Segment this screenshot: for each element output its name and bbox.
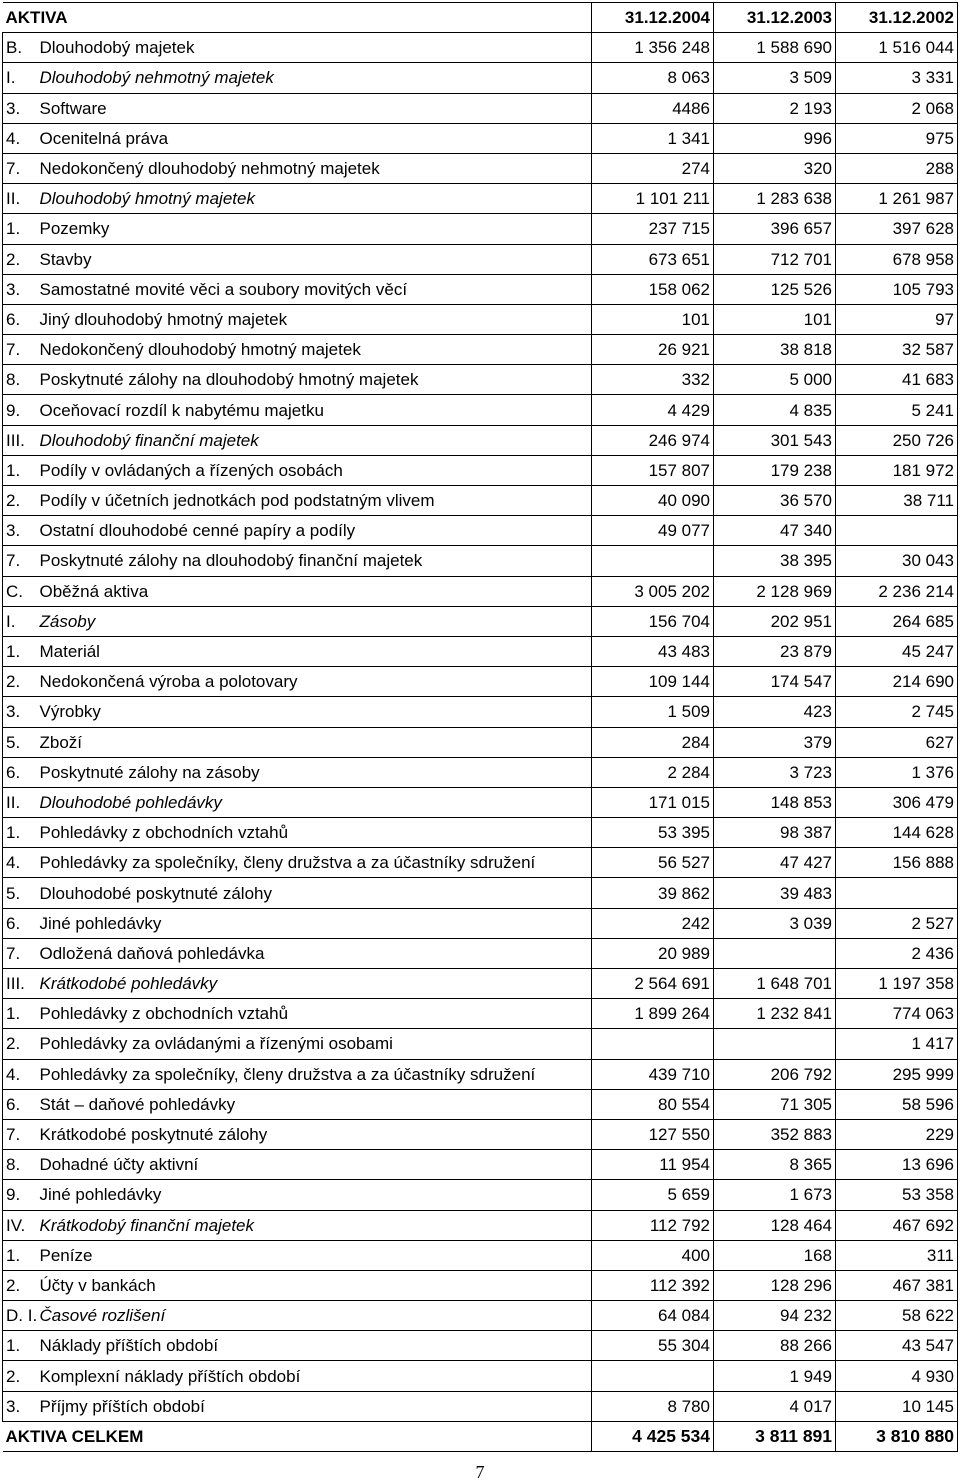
table-row — [3, 727, 958, 757]
row-label: Dlouhodobý majetek — [38, 33, 592, 63]
row-index: 6. — [3, 757, 38, 787]
table-row — [3, 878, 958, 908]
row-value-2004: 53 395 — [592, 818, 714, 848]
row-value-2003: 98 387 — [714, 818, 836, 848]
row-label: Výrobky — [38, 697, 592, 727]
row-value-2004: 4 429 — [592, 395, 714, 425]
row-index: II. — [3, 787, 38, 817]
row-value-2004: 40 090 — [592, 486, 714, 516]
row-index: 4. — [3, 1059, 38, 1089]
row-label: Pohledávky za společníky, členy družstva a za účastníky sdružení — [38, 848, 592, 878]
row-index: 9. — [3, 395, 38, 425]
row-label: Jiné pohledávky — [38, 1180, 592, 1210]
row-value-2004: 109 144 — [592, 667, 714, 697]
row-value-2004: 1 101 211 — [592, 184, 714, 214]
row-index: 8. — [3, 365, 38, 395]
row-label: Jiné pohledávky — [38, 908, 592, 938]
row-value-2004: 400 — [592, 1240, 714, 1270]
row-label: Pohledávky z obchodních vztahů — [38, 999, 592, 1029]
row-label: Stát – daňové pohledávky — [38, 1089, 592, 1119]
row-value-2004: 11 954 — [592, 1150, 714, 1180]
row-value-2002: 311 — [836, 1240, 958, 1270]
row-value-2002: 2 236 214 — [836, 576, 958, 606]
table-row — [3, 335, 958, 365]
row-value-2003 — [714, 1029, 836, 1059]
row-value-2003: 47 427 — [714, 848, 836, 878]
row-value-2004: 274 — [592, 153, 714, 183]
row-value-2003: 36 570 — [714, 486, 836, 516]
table-row — [3, 365, 958, 395]
row-value-2002: 38 711 — [836, 486, 958, 516]
row-value-2002: 1 261 987 — [836, 184, 958, 214]
row-value-2003: 2 128 969 — [714, 576, 836, 606]
row-value-2003: 38 395 — [714, 546, 836, 576]
row-index: I. — [3, 606, 38, 636]
row-value-2004: 64 084 — [592, 1301, 714, 1331]
row-value-2004 — [592, 1361, 714, 1391]
row-value-2002: 264 685 — [836, 606, 958, 636]
row-value-2003: 1 232 841 — [714, 999, 836, 1029]
row-label: Dlouhodobý hmotný majetek — [38, 184, 592, 214]
row-value-2002: 97 — [836, 304, 958, 334]
row-value-2004: 332 — [592, 365, 714, 395]
row-value-2002: 229 — [836, 1119, 958, 1149]
row-value-2002: 1 197 358 — [836, 969, 958, 999]
table-row — [3, 757, 958, 787]
row-value-2004: 171 015 — [592, 787, 714, 817]
row-value-2004: 237 715 — [592, 214, 714, 244]
row-index: 6. — [3, 908, 38, 938]
row-label: Dlouhodobý nehmotný majetek — [38, 63, 592, 93]
row-index: 7. — [3, 153, 38, 183]
row-value-2002: 13 696 — [836, 1150, 958, 1180]
table-row — [3, 1270, 958, 1300]
row-label: Zboží — [38, 727, 592, 757]
table-row — [3, 1210, 958, 1240]
row-label: Oceňovací rozdíl k nabytému majetku — [38, 395, 592, 425]
row-value-2004 — [592, 546, 714, 576]
row-index: 6. — [3, 1089, 38, 1119]
table-row — [3, 1361, 958, 1391]
row-label: Krátkodobé poskytnuté zálohy — [38, 1119, 592, 1149]
row-index: 2. — [3, 1361, 38, 1391]
row-value-2003: 101 — [714, 304, 836, 334]
row-label: Krátkodobé pohledávky — [38, 969, 592, 999]
table-row — [3, 1240, 958, 1270]
table-row — [3, 395, 958, 425]
row-index: 5. — [3, 878, 38, 908]
header-year-2002: 31.12.2002 — [836, 3, 958, 33]
row-value-2003: 712 701 — [714, 244, 836, 274]
row-value-2003: 88 266 — [714, 1331, 836, 1361]
row-value-2004: 3 005 202 — [592, 576, 714, 606]
row-value-2004 — [592, 1029, 714, 1059]
row-value-2004: 156 704 — [592, 606, 714, 636]
row-value-2004: 101 — [592, 304, 714, 334]
row-value-2004: 673 651 — [592, 244, 714, 274]
row-index: III. — [3, 969, 38, 999]
row-index: IV. — [3, 1210, 38, 1240]
row-value-2003: 423 — [714, 697, 836, 727]
row-value-2004: 43 483 — [592, 636, 714, 666]
row-value-2004: 127 550 — [592, 1119, 714, 1149]
row-index: 9. — [3, 1180, 38, 1210]
row-value-2002: 5 241 — [836, 395, 958, 425]
row-value-2004: 112 392 — [592, 1270, 714, 1300]
row-value-2004: 1 356 248 — [592, 33, 714, 63]
row-index: 3. — [3, 274, 38, 304]
table-row — [3, 486, 958, 516]
row-value-2002: 53 358 — [836, 1180, 958, 1210]
row-value-2004: 1 341 — [592, 123, 714, 153]
table-row — [3, 1391, 958, 1421]
row-index: 4. — [3, 848, 38, 878]
table-row — [3, 667, 958, 697]
row-value-2003: 1 283 638 — [714, 184, 836, 214]
table-row — [3, 93, 958, 123]
row-label: Ostatní dlouhodobé cenné papíry a podíly — [38, 516, 592, 546]
row-value-2002: 2 436 — [836, 938, 958, 968]
row-value-2002: 58 622 — [836, 1301, 958, 1331]
row-value-2003: 3 039 — [714, 908, 836, 938]
row-index: 7. — [3, 1119, 38, 1149]
table-row — [3, 425, 958, 455]
row-value-2004: 49 077 — [592, 516, 714, 546]
table-row — [3, 999, 958, 1029]
balance-sheet-body — [3, 3, 958, 1452]
row-label: Podíly v ovládaných a řízených osobách — [38, 455, 592, 485]
total-label: AKTIVA CELKEM — [3, 1421, 592, 1451]
row-value-2002: 1 417 — [836, 1029, 958, 1059]
row-index: 1. — [3, 1331, 38, 1361]
row-value-2002: 2 068 — [836, 93, 958, 123]
table-row — [3, 63, 958, 93]
table-row — [3, 214, 958, 244]
row-index: 2. — [3, 1029, 38, 1059]
row-value-2002: 214 690 — [836, 667, 958, 697]
row-value-2002: 397 628 — [836, 214, 958, 244]
row-value-2002: 975 — [836, 123, 958, 153]
table-row — [3, 818, 958, 848]
row-index: 2. — [3, 1270, 38, 1300]
row-label: Dohadné účty aktivní — [38, 1150, 592, 1180]
row-label: Stavby — [38, 244, 592, 274]
row-value-2003: 94 232 — [714, 1301, 836, 1331]
row-value-2004: 5 659 — [592, 1180, 714, 1210]
row-label: Dlouhodobé poskytnuté zálohy — [38, 878, 592, 908]
row-index: 1. — [3, 999, 38, 1029]
table-row — [3, 1029, 958, 1059]
row-label: Krátkodobý finanční majetek — [38, 1210, 592, 1240]
row-value-2004: 439 710 — [592, 1059, 714, 1089]
row-label: Poskytnuté zálohy na zásoby — [38, 757, 592, 787]
row-index: II. — [3, 184, 38, 214]
row-label: Odložená daňová pohledávka — [38, 938, 592, 968]
row-value-2004: 246 974 — [592, 425, 714, 455]
row-index: 2. — [3, 244, 38, 274]
row-value-2003: 301 543 — [714, 425, 836, 455]
row-value-2004: 2 564 691 — [592, 969, 714, 999]
row-index: 7. — [3, 546, 38, 576]
row-index: 3. — [3, 93, 38, 123]
row-label: Pohledávky z obchodních vztahů — [38, 818, 592, 848]
row-index: 3. — [3, 1391, 38, 1421]
table-row — [3, 1119, 958, 1149]
row-value-2002: 627 — [836, 727, 958, 757]
row-value-2003: 8 365 — [714, 1150, 836, 1180]
table-row — [3, 244, 958, 274]
row-value-2003: 202 951 — [714, 606, 836, 636]
row-label: Komplexní náklady příštích období — [38, 1361, 592, 1391]
row-value-2002: 10 145 — [836, 1391, 958, 1421]
row-index: C. — [3, 576, 38, 606]
row-value-2002: 45 247 — [836, 636, 958, 666]
row-value-2004: 242 — [592, 908, 714, 938]
header-row — [3, 3, 958, 33]
row-label: Nedokončený dlouhodobý nehmotný majetek — [38, 153, 592, 183]
row-index: 1. — [3, 1240, 38, 1270]
page-number: 7 — [475, 1462, 485, 1482]
row-value-2003: 3 509 — [714, 63, 836, 93]
row-value-2002: 181 972 — [836, 455, 958, 485]
row-label: Oběžná aktiva — [38, 576, 592, 606]
row-value-2003: 128 296 — [714, 1270, 836, 1300]
row-label: Materiál — [38, 636, 592, 666]
row-value-2003: 5 000 — [714, 365, 836, 395]
table-row — [3, 274, 958, 304]
row-label: Ocenitelná práva — [38, 123, 592, 153]
row-value-2004: 4486 — [592, 93, 714, 123]
row-value-2002: 2 745 — [836, 697, 958, 727]
header-year-2004: 31.12.2004 — [592, 3, 714, 33]
table-row — [3, 606, 958, 636]
row-index: 1. — [3, 455, 38, 485]
row-value-2003: 148 853 — [714, 787, 836, 817]
table-row — [3, 938, 958, 968]
row-value-2004: 39 862 — [592, 878, 714, 908]
row-label: Časové rozlišení — [38, 1301, 592, 1331]
row-value-2003: 47 340 — [714, 516, 836, 546]
row-label: Pohledávky za ovládanými a řízenými osobami — [38, 1029, 592, 1059]
header-year-2003: 31.12.2003 — [714, 3, 836, 33]
row-label: Peníze — [38, 1240, 592, 1270]
row-index: 8. — [3, 1150, 38, 1180]
table-row — [3, 576, 958, 606]
row-value-2003: 71 305 — [714, 1089, 836, 1119]
table-row — [3, 184, 958, 214]
row-index: 6. — [3, 304, 38, 334]
row-value-2003: 1 648 701 — [714, 969, 836, 999]
row-value-2003: 320 — [714, 153, 836, 183]
row-index: 2. — [3, 667, 38, 697]
row-value-2003: 206 792 — [714, 1059, 836, 1089]
row-label: Software — [38, 93, 592, 123]
row-value-2003: 352 883 — [714, 1119, 836, 1149]
row-index: 2. — [3, 486, 38, 516]
row-value-2002: 1 376 — [836, 757, 958, 787]
row-label: Pohledávky za společníky, členy družstva a za účastníky sdružení — [38, 1059, 592, 1089]
row-value-2002: 58 596 — [836, 1089, 958, 1119]
total-value-2003: 3 811 891 — [714, 1421, 836, 1451]
row-value-2004: 26 921 — [592, 335, 714, 365]
row-label: Dlouhodobé pohledávky — [38, 787, 592, 817]
table-row — [3, 848, 958, 878]
row-index: 4. — [3, 123, 38, 153]
table-row — [3, 1089, 958, 1119]
row-value-2002: 250 726 — [836, 425, 958, 455]
row-index: 5. — [3, 727, 38, 757]
row-value-2004: 55 304 — [592, 1331, 714, 1361]
row-value-2004: 284 — [592, 727, 714, 757]
row-value-2002: 774 063 — [836, 999, 958, 1029]
table-row — [3, 546, 958, 576]
row-value-2002: 306 479 — [836, 787, 958, 817]
row-index: D. I. — [3, 1301, 38, 1331]
row-label: Účty v bankách — [38, 1270, 592, 1300]
row-value-2002: 156 888 — [836, 848, 958, 878]
row-label: Poskytnuté zálohy na dlouhodobý hmotný majetek — [38, 365, 592, 395]
row-value-2002: 105 793 — [836, 274, 958, 304]
row-value-2004: 1 509 — [592, 697, 714, 727]
table-row — [3, 697, 958, 727]
row-value-2002 — [836, 516, 958, 546]
table-row — [3, 1331, 958, 1361]
row-value-2004: 1 899 264 — [592, 999, 714, 1029]
row-value-2002 — [836, 878, 958, 908]
row-value-2002: 41 683 — [836, 365, 958, 395]
row-value-2003: 125 526 — [714, 274, 836, 304]
row-value-2004: 20 989 — [592, 938, 714, 968]
row-value-2003: 996 — [714, 123, 836, 153]
table-row — [3, 908, 958, 938]
table-row — [3, 636, 958, 666]
row-value-2003: 38 818 — [714, 335, 836, 365]
table-row — [3, 1301, 958, 1331]
row-index: 1. — [3, 636, 38, 666]
table-row — [3, 787, 958, 817]
row-value-2003: 2 193 — [714, 93, 836, 123]
row-value-2004: 8 780 — [592, 1391, 714, 1421]
table-row — [3, 1150, 958, 1180]
row-label: Zásoby — [38, 606, 592, 636]
row-index: 1. — [3, 214, 38, 244]
table-row — [3, 1059, 958, 1089]
row-value-2002: 144 628 — [836, 818, 958, 848]
row-value-2002: 467 692 — [836, 1210, 958, 1240]
row-value-2002: 30 043 — [836, 546, 958, 576]
row-value-2002: 295 999 — [836, 1059, 958, 1089]
row-value-2004: 56 527 — [592, 848, 714, 878]
row-value-2002: 678 958 — [836, 244, 958, 274]
row-value-2003: 168 — [714, 1240, 836, 1270]
table-row — [3, 969, 958, 999]
row-value-2003: 128 464 — [714, 1210, 836, 1240]
header-title: AKTIVA — [3, 3, 592, 33]
total-value-2002: 3 810 880 — [836, 1421, 958, 1451]
total-row — [3, 1421, 958, 1451]
row-value-2004: 8 063 — [592, 63, 714, 93]
row-index: 3. — [3, 697, 38, 727]
row-label: Příjmy příštích období — [38, 1391, 592, 1421]
table-row — [3, 304, 958, 334]
table-row — [3, 516, 958, 546]
total-value-2004: 4 425 534 — [592, 1421, 714, 1451]
row-value-2002: 43 547 — [836, 1331, 958, 1361]
row-value-2003: 179 238 — [714, 455, 836, 485]
table-row — [3, 153, 958, 183]
balance-sheet-table — [2, 2, 958, 1452]
row-label: Náklady příštích období — [38, 1331, 592, 1361]
table-row — [3, 33, 958, 63]
row-value-2003: 3 723 — [714, 757, 836, 787]
row-value-2002: 288 — [836, 153, 958, 183]
row-index: I. — [3, 63, 38, 93]
table-row — [3, 123, 958, 153]
row-label: Podíly v účetních jednotkách pod podstatným vlivem — [38, 486, 592, 516]
row-value-2003: 4 835 — [714, 395, 836, 425]
row-value-2003: 1 673 — [714, 1180, 836, 1210]
row-value-2003: 23 879 — [714, 636, 836, 666]
table-row — [3, 455, 958, 485]
row-label: Dlouhodobý finanční majetek — [38, 425, 592, 455]
row-value-2003: 39 483 — [714, 878, 836, 908]
row-value-2004: 158 062 — [592, 274, 714, 304]
table-row — [3, 1180, 958, 1210]
row-label: Nedokončená výroba a polotovary — [38, 667, 592, 697]
row-value-2004: 112 792 — [592, 1210, 714, 1240]
row-index: 7. — [3, 938, 38, 968]
row-value-2003: 1 588 690 — [714, 33, 836, 63]
row-index: 3. — [3, 516, 38, 546]
row-value-2003: 4 017 — [714, 1391, 836, 1421]
row-value-2003: 379 — [714, 727, 836, 757]
row-label: Poskytnuté zálohy na dlouhodobý finanční majetek — [38, 546, 592, 576]
row-value-2003: 174 547 — [714, 667, 836, 697]
row-value-2002: 2 527 — [836, 908, 958, 938]
row-value-2002: 3 331 — [836, 63, 958, 93]
row-value-2003: 396 657 — [714, 214, 836, 244]
row-value-2003 — [714, 938, 836, 968]
row-label: Jiný dlouhodobý hmotný majetek — [38, 304, 592, 334]
row-index: III. — [3, 425, 38, 455]
row-index: B. — [3, 33, 38, 63]
row-value-2002: 467 381 — [836, 1270, 958, 1300]
row-value-2004: 80 554 — [592, 1089, 714, 1119]
row-value-2003: 1 949 — [714, 1361, 836, 1391]
row-index: 1. — [3, 818, 38, 848]
row-label: Nedokončený dlouhodobý hmotný majetek — [38, 335, 592, 365]
row-value-2002: 1 516 044 — [836, 33, 958, 63]
row-value-2002: 4 930 — [836, 1361, 958, 1391]
row-label: Samostatné movité věci a soubory movitých věcí — [38, 274, 592, 304]
row-value-2004: 2 284 — [592, 757, 714, 787]
row-label: Pozemky — [38, 214, 592, 244]
row-value-2002: 32 587 — [836, 335, 958, 365]
row-index: 7. — [3, 335, 38, 365]
row-value-2004: 157 807 — [592, 455, 714, 485]
